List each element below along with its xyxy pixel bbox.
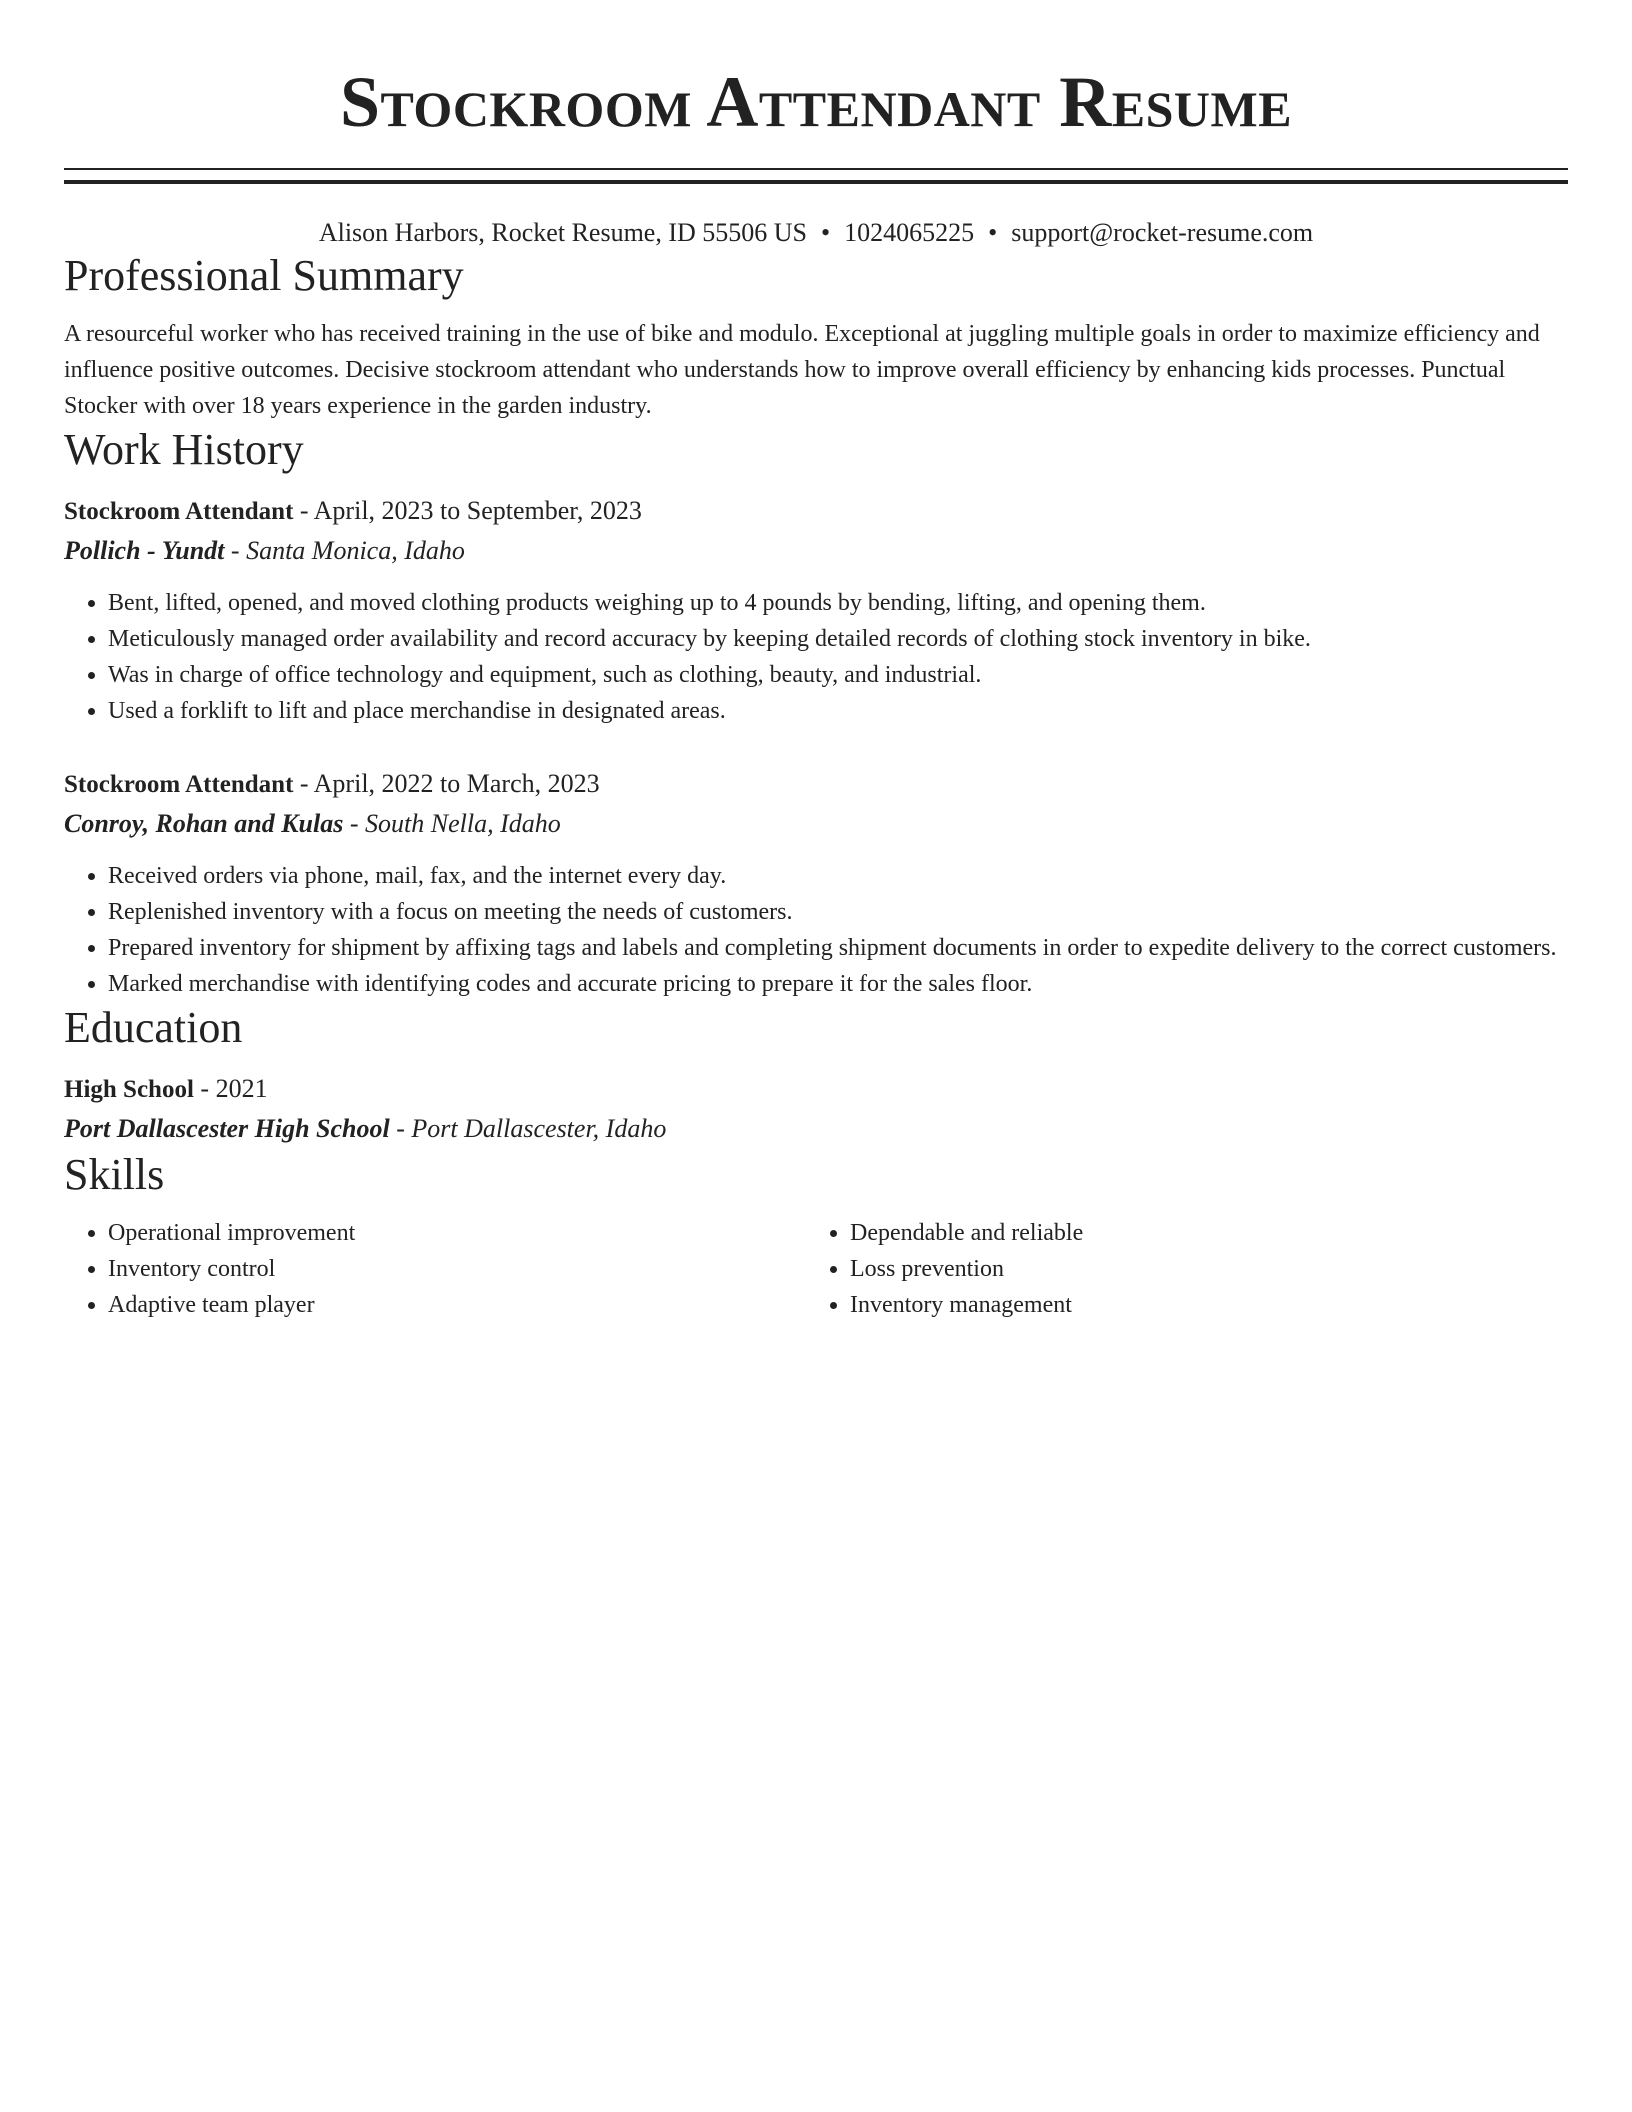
job-entry bbox=[64, 765, 1568, 1002]
job-dash: - bbox=[293, 496, 314, 525]
contact-line bbox=[64, 216, 1568, 250]
skills-column-left bbox=[64, 1215, 806, 1323]
job-dash: - bbox=[343, 809, 366, 838]
job-location: Santa Monica, Idaho bbox=[246, 536, 465, 565]
skills-column-right bbox=[806, 1215, 1548, 1323]
job-duty: • Marked merchandise with identifying codes and accurate pricing to prepare it for the sales floor. bbox=[108, 966, 1568, 1002]
job-duty: • Meticulously managed order availability and record accuracy by keeping detailed records of clothing stock inventory in bike. bbox=[108, 621, 1568, 657]
skill-item: • Adaptive team player bbox=[108, 1287, 806, 1323]
job-title-line bbox=[64, 492, 1568, 531]
education-dash: - bbox=[193, 1074, 216, 1103]
contact-separator: • bbox=[988, 218, 998, 247]
education-location: Port Dallascester, Idaho bbox=[411, 1114, 667, 1143]
job-dates: April, 2022 to March, 2023 bbox=[313, 769, 600, 798]
job-duties bbox=[64, 858, 1568, 1002]
skill-item: • Inventory control bbox=[108, 1251, 806, 1287]
job-duty: • Used a forklift to lift and place merchandise in designated areas. bbox=[108, 693, 1568, 729]
education-year: 2021 bbox=[215, 1074, 268, 1103]
job-location: South Nella, Idaho bbox=[365, 809, 561, 838]
skill-item: • Dependable and reliable bbox=[850, 1215, 1548, 1251]
job-title: Stockroom Attendant bbox=[64, 498, 294, 525]
job-duties bbox=[64, 585, 1568, 729]
education-heading: Education bbox=[64, 1003, 243, 1052]
job-dash: - bbox=[224, 536, 247, 565]
contact-phone: 1024065225 bbox=[844, 218, 975, 247]
job-title: Stockroom Attendant bbox=[64, 771, 294, 798]
education-degree: High School bbox=[64, 1076, 194, 1103]
job-duty: • Replenished inventory with a focus on meeting the needs of customers. bbox=[108, 894, 1568, 930]
work-history-heading: Work History bbox=[64, 425, 304, 474]
education-degree-line bbox=[64, 1070, 1568, 1109]
job-company: Conroy, Rohan and Kulas bbox=[64, 809, 344, 838]
job-duty: • Bent, lifted, opened, and moved clothing products weighing up to 4 pounds by bending, lifting, and opening them. bbox=[108, 585, 1568, 621]
contact-email: support@rocket-resume.com bbox=[1011, 218, 1314, 247]
job-duty: • Was in charge of office technology and equipment, such as clothing, beauty, and industrial. bbox=[108, 657, 1568, 693]
skills-heading: Skills bbox=[64, 1150, 165, 1199]
job-dates: April, 2023 to September, 2023 bbox=[313, 496, 642, 525]
job-company-line bbox=[64, 804, 1568, 844]
contact-separator: • bbox=[821, 218, 831, 247]
title-divider bbox=[64, 168, 1568, 184]
education-dash: - bbox=[389, 1114, 412, 1143]
education-school-line bbox=[64, 1109, 1568, 1149]
skills-list bbox=[64, 1215, 1568, 1323]
education-entry bbox=[64, 1070, 1568, 1149]
skill-item: • Loss prevention bbox=[850, 1251, 1548, 1287]
job-dash: - bbox=[293, 769, 314, 798]
education-school: Port Dallascester High School bbox=[64, 1114, 390, 1143]
summary-heading: Professional Summary bbox=[64, 251, 464, 300]
job-company: Pollich - Yundt bbox=[64, 536, 225, 565]
job-duty: • Received orders via phone, mail, fax, and the internet every day. bbox=[108, 858, 1568, 894]
skill-item: • Operational improvement bbox=[108, 1215, 806, 1251]
resume-page bbox=[64, 0, 1568, 1323]
resume-title: Stockroom Attendant Resume bbox=[339, 62, 1293, 142]
skill-item: • Inventory management bbox=[850, 1287, 1548, 1323]
summary-text: A resourceful worker who has received training in the use of bike and modulo. Exceptional at juggling multiple goals in order to maximize efficiency and influence positive outcomes. Decisive stockroom attendant who understands how to improve overall efficiency by enhancing kids processes. Punctual Stocker with over 18 years experience in the garden industry. bbox=[64, 321, 1540, 419]
contact-address: Alison Harbors, Rocket Resume, ID 55506 US bbox=[318, 218, 808, 247]
job-title-line bbox=[64, 765, 1568, 804]
job-duty: • Prepared inventory for shipment by affixing tags and labels and completing shipment documents in order to expedite delivery to the correct customers. bbox=[108, 930, 1568, 966]
job-entry bbox=[64, 492, 1568, 729]
job-company-line bbox=[64, 531, 1568, 571]
